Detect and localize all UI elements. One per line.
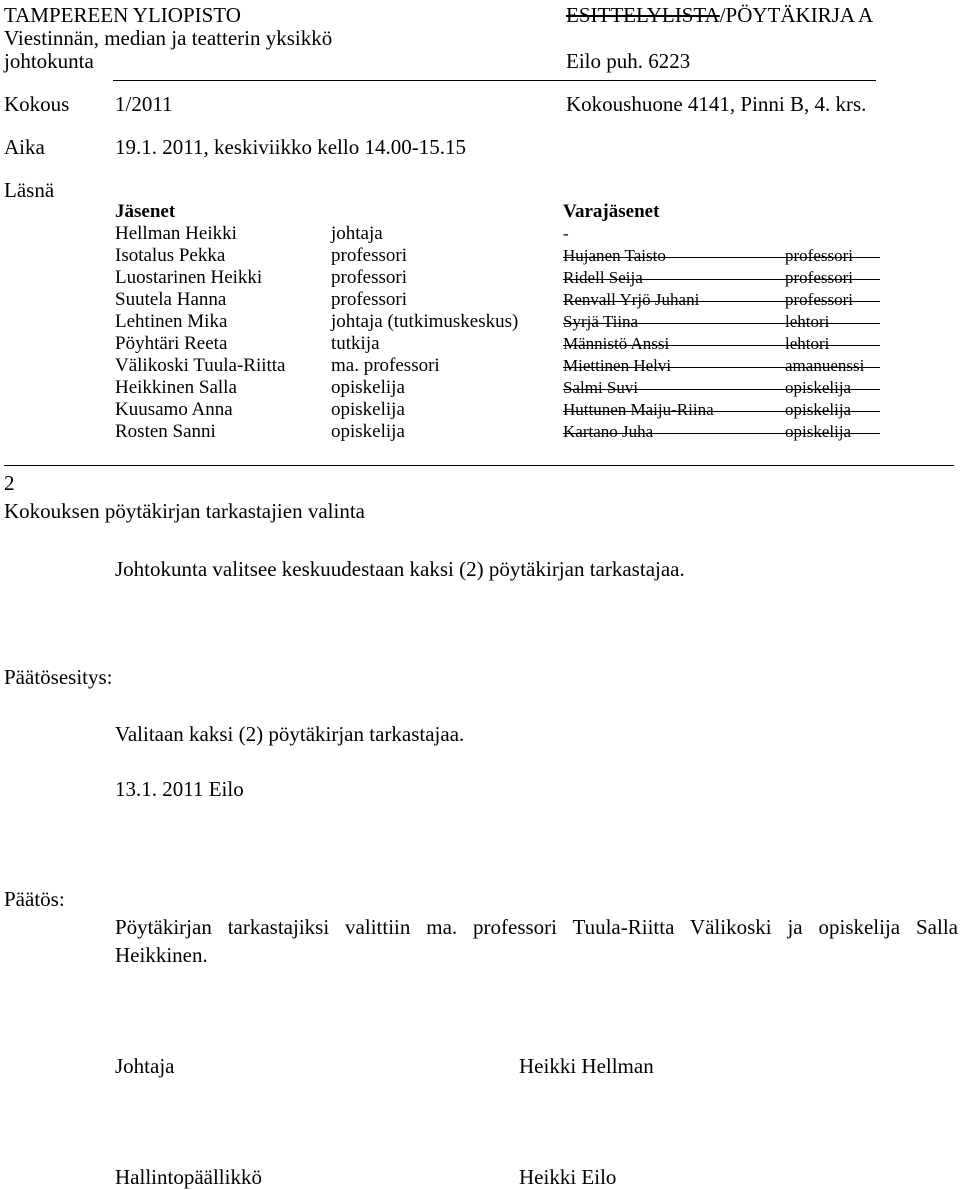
signature-name-chair: Heikki Hellman [519, 1054, 654, 1078]
member-role: opiskelija [331, 421, 405, 442]
member-name: Luostarinen Heikki [115, 267, 263, 288]
deputy-role: opiskelija [785, 400, 852, 419]
proposal-note: 13.1. 2011 Eilo [115, 777, 244, 801]
deputy-strikethrough [563, 411, 880, 412]
deputy-strikethrough [563, 301, 880, 302]
proposal-text: Valitaan kaksi (2) pöytäkirjan tarkastajaa. [115, 722, 465, 746]
item-title: Kokouksen pöytäkirjan tarkastajien valinta [4, 499, 365, 523]
time-label: Aika [4, 135, 45, 159]
deputy-role: opiskelija [785, 378, 852, 397]
deputy-name: Huttunen Maiju-Riina [563, 400, 714, 419]
deputy-role: professori [785, 246, 853, 265]
decision-label: Päätös: [4, 887, 65, 911]
member-role: opiskelija [331, 377, 405, 398]
deputy-name: Kartano Juha [563, 422, 654, 441]
attendance-label: Läsnä [4, 178, 55, 202]
deputy-role: professori [785, 290, 853, 309]
unit-name: Viestinnän, median ja teatterin yksikkö [4, 26, 333, 50]
deputies-header: Varajäsenet [563, 201, 660, 222]
meeting-label: Kokous [4, 92, 70, 116]
member-name: Hellman Heikki [115, 223, 237, 244]
member-name: Lehtinen Mika [115, 311, 228, 332]
deputy-strikethrough [563, 323, 880, 324]
signature-title-chair: Johtaja [115, 1054, 175, 1078]
member-name: Heikkinen Salla [115, 377, 237, 398]
item-number: 2 [4, 471, 15, 495]
member-role: johtaja [331, 223, 383, 244]
document-type-struck: ESITTELYLISTA [566, 3, 720, 27]
deputy-name: Renvall Yrjö Juhani [563, 290, 700, 309]
member-role: professori [331, 289, 407, 310]
deputy-strikethrough [563, 389, 880, 390]
deputy-role: amanuenssi [785, 356, 865, 375]
deputy-name: Hujanen Taisto [563, 246, 666, 265]
header-divider [113, 80, 876, 81]
section-divider [4, 465, 954, 466]
member-role: ma. professori [331, 355, 440, 376]
members-header: Jäsenet [115, 201, 176, 222]
member-name: Välikoski Tuula-Riitta [115, 355, 286, 376]
member-role: johtaja (tutkimuskeskus) [331, 311, 519, 332]
member-role: opiskelija [331, 399, 405, 420]
meeting-room: Kokoushuone 4141, Pinni B, 4. krs. [566, 92, 867, 116]
item-intro: Johtokunta valitsee keskuudestaan kaksi (2) pöytäkirjan tarkastajaa. [115, 557, 685, 581]
member-name: Rosten Sanni [115, 421, 216, 442]
proposal-label: Päätösesitys: [4, 665, 113, 689]
deputy-name: Salmi Suvi [563, 378, 639, 397]
deputy-strikethrough [563, 367, 880, 368]
member-name: Suutela Hanna [115, 289, 227, 310]
deputy-strikethrough [563, 345, 880, 346]
deputy-name: Männistö Anssi [563, 334, 670, 353]
member-role: tutkija [331, 333, 380, 354]
document-type [566, 2, 873, 28]
signature-title-admin: Hallintopäällikkö [115, 1165, 262, 1189]
signature-name-admin: Heikki Eilo [519, 1165, 617, 1189]
deputy-role: lehtori [785, 312, 830, 331]
document-type-rest: /PÖYTÄKIRJA A [719, 3, 874, 27]
decision-text: Pöytäkirjan tarkastajiksi valittiin ma. professori Tuula-Riitta Välikoski ja opiskelija Salla Heikkinen. [115, 915, 958, 967]
member-name: Isotalus Pekka [115, 245, 226, 266]
university-name: TAMPEREEN YLIOPISTO [4, 3, 241, 27]
deputy-name: - [563, 224, 569, 243]
member-name: Pöyhtäri Reeta [115, 333, 228, 354]
deputy-strikethrough [563, 279, 880, 280]
deputy-strikethrough [563, 433, 880, 434]
member-role: professori [331, 245, 407, 266]
meeting-number: 1/2011 [115, 92, 173, 116]
meeting-time: 19.1. 2011, keskiviikko kello 14.00-15.15 [115, 135, 466, 159]
governing-body: johtokunta [4, 49, 94, 73]
deputy-name: Syrjä Tiina [563, 312, 639, 331]
deputy-strikethrough [563, 257, 880, 258]
deputy-name: Miettinen Helvi [563, 356, 672, 375]
deputy-role: opiskelija [785, 422, 852, 441]
deputy-role: professori [785, 268, 853, 287]
deputy-name: Ridell Seija [563, 268, 643, 287]
contact-info: Eilo puh. 6223 [566, 49, 691, 73]
member-name: Kuusamo Anna [115, 399, 233, 420]
deputy-role: lehtori [785, 334, 830, 353]
member-role: professori [331, 267, 407, 288]
